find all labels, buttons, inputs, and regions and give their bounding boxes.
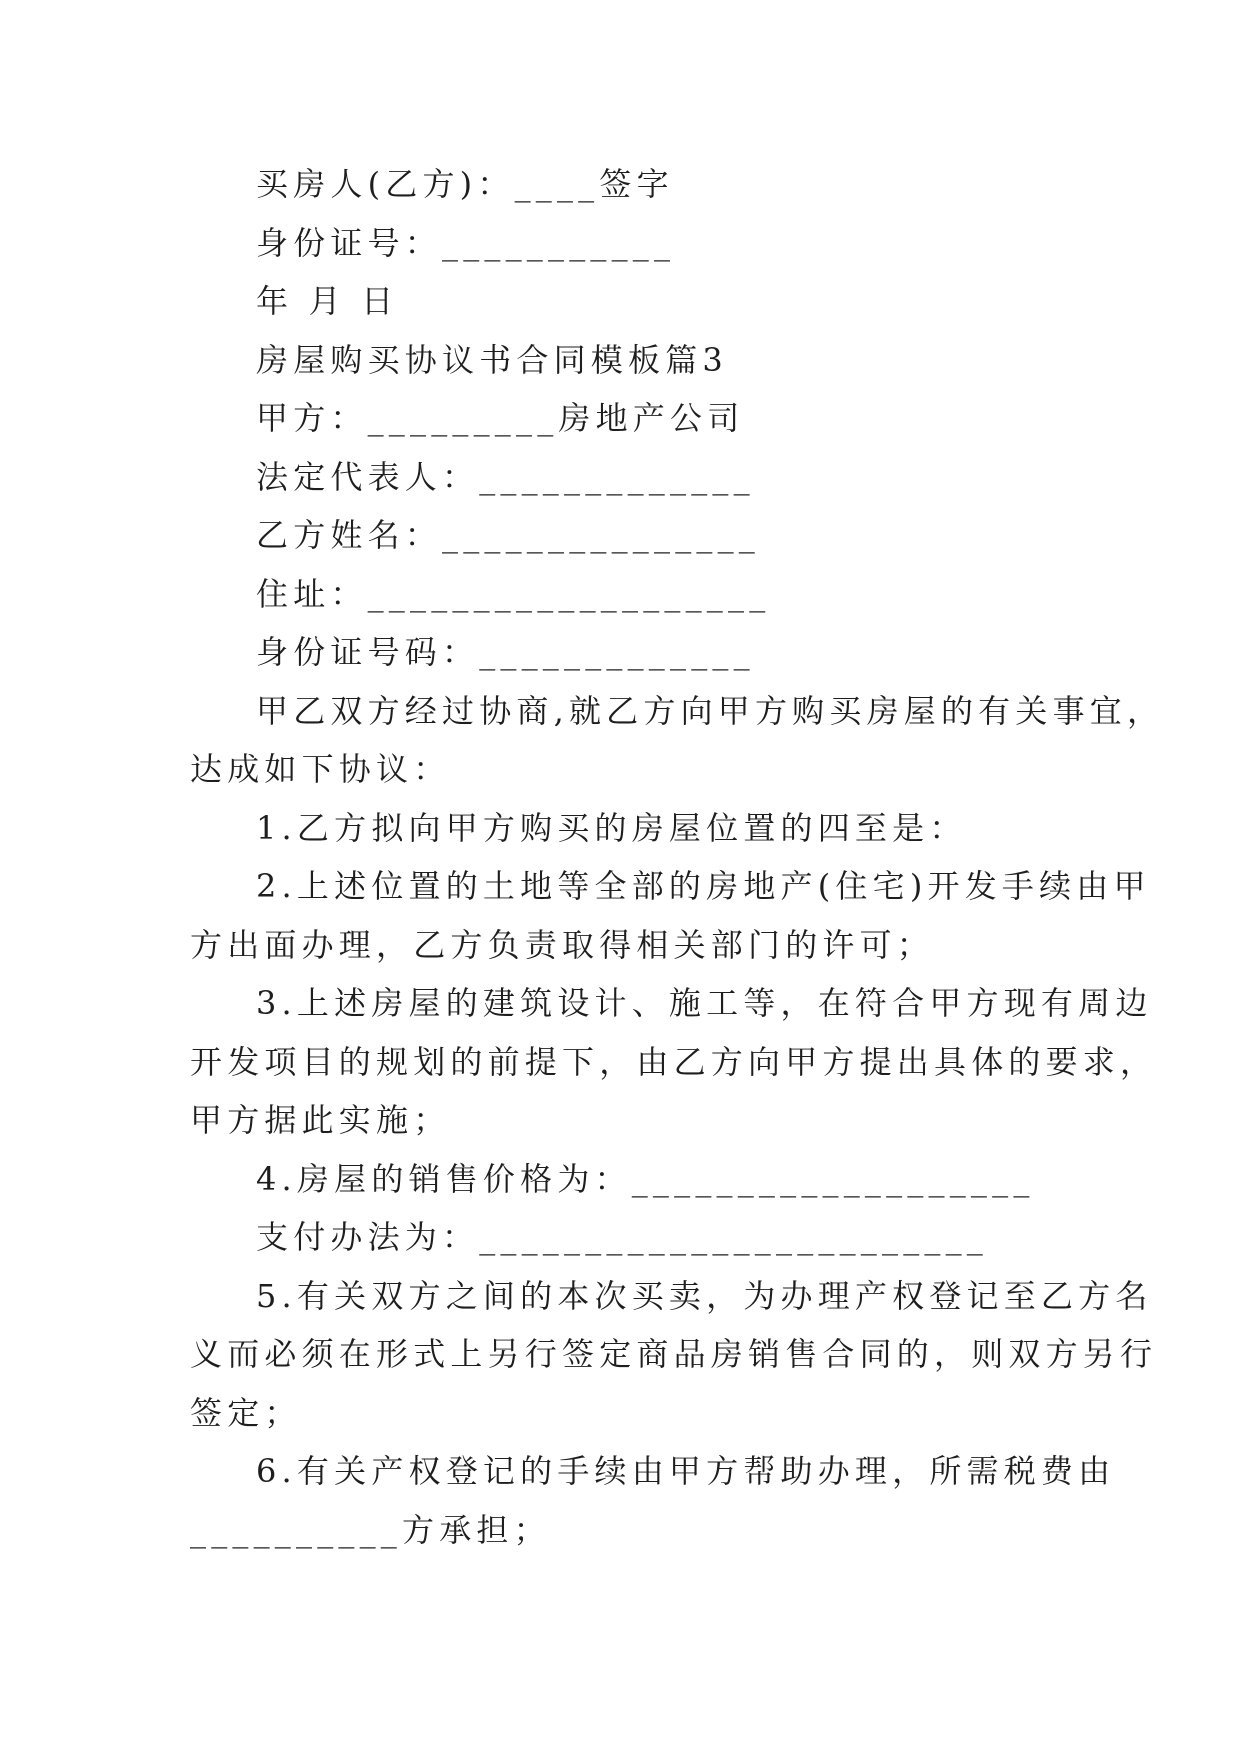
clause-3-line-2: 开发项目的规划的前提下，由乙方向甲方提出具体的要求， (190, 1042, 1158, 1081)
clause-5-line-1: 5.有关双方之间的本次买卖，为办理产权登记至乙方名 (256, 1276, 1153, 1315)
section-title: 房屋购买协议书合同模板篇3 (256, 340, 728, 379)
clause-2-line-2: 方出面办理，乙方负责取得相关部门的许可； (190, 925, 935, 964)
clause-3-line-3: 甲方据此实施； (190, 1101, 451, 1139)
preamble-line-2: 达成如下协议： (190, 750, 451, 788)
date-line: 年 月 日 (256, 282, 399, 320)
clause-3-line-1: 3.上述房屋的建筑设计、施工等，在符合甲方现有周边 (256, 984, 1153, 1022)
address-line: 住址：___________________ (256, 574, 771, 613)
party-b-name-line: 乙方姓名：_______________ (256, 516, 761, 554)
preamble-line-1: 甲乙双方经过协商,就乙方向甲方购买房屋的有关事宜， (256, 691, 1165, 730)
legal-representative-line: 法定代表人：_____________ (256, 457, 755, 496)
clause-5-line-2: 义而必须在形式上另行签定商品房销售合同的，则双方另行 (190, 1335, 1158, 1373)
clause-4-payment-line: 支付办法为：________________________ (256, 1218, 989, 1256)
buyer-signature-line: 买房人(乙方)：____签字 (256, 165, 674, 203)
clause-6-line-1: 6.有关产权登记的手续由甲方帮助办理，所需税费由 (256, 1452, 1116, 1490)
clause-2-line-1: 2.上述位置的土地等全部的房地产(住宅)开发手续由甲 (256, 867, 1151, 905)
id-number-line: 身份证号码：_____________ (256, 633, 755, 671)
clause-1: 1.乙方拟向甲方购买的房屋位置的四至是： (256, 808, 967, 847)
clause-6-line-2: __________方承担； (190, 1510, 551, 1549)
clause-4-price-line: 4.房屋的销售价格为：___________________ (256, 1159, 1035, 1198)
clause-5-line-3: 签定； (190, 1393, 302, 1432)
buyer-id-number-line: 身份证号：___________ (256, 223, 676, 262)
party-a-line: 甲方：_________房地产公司 (256, 399, 745, 437)
document-body (190, 155, 1165, 1559)
